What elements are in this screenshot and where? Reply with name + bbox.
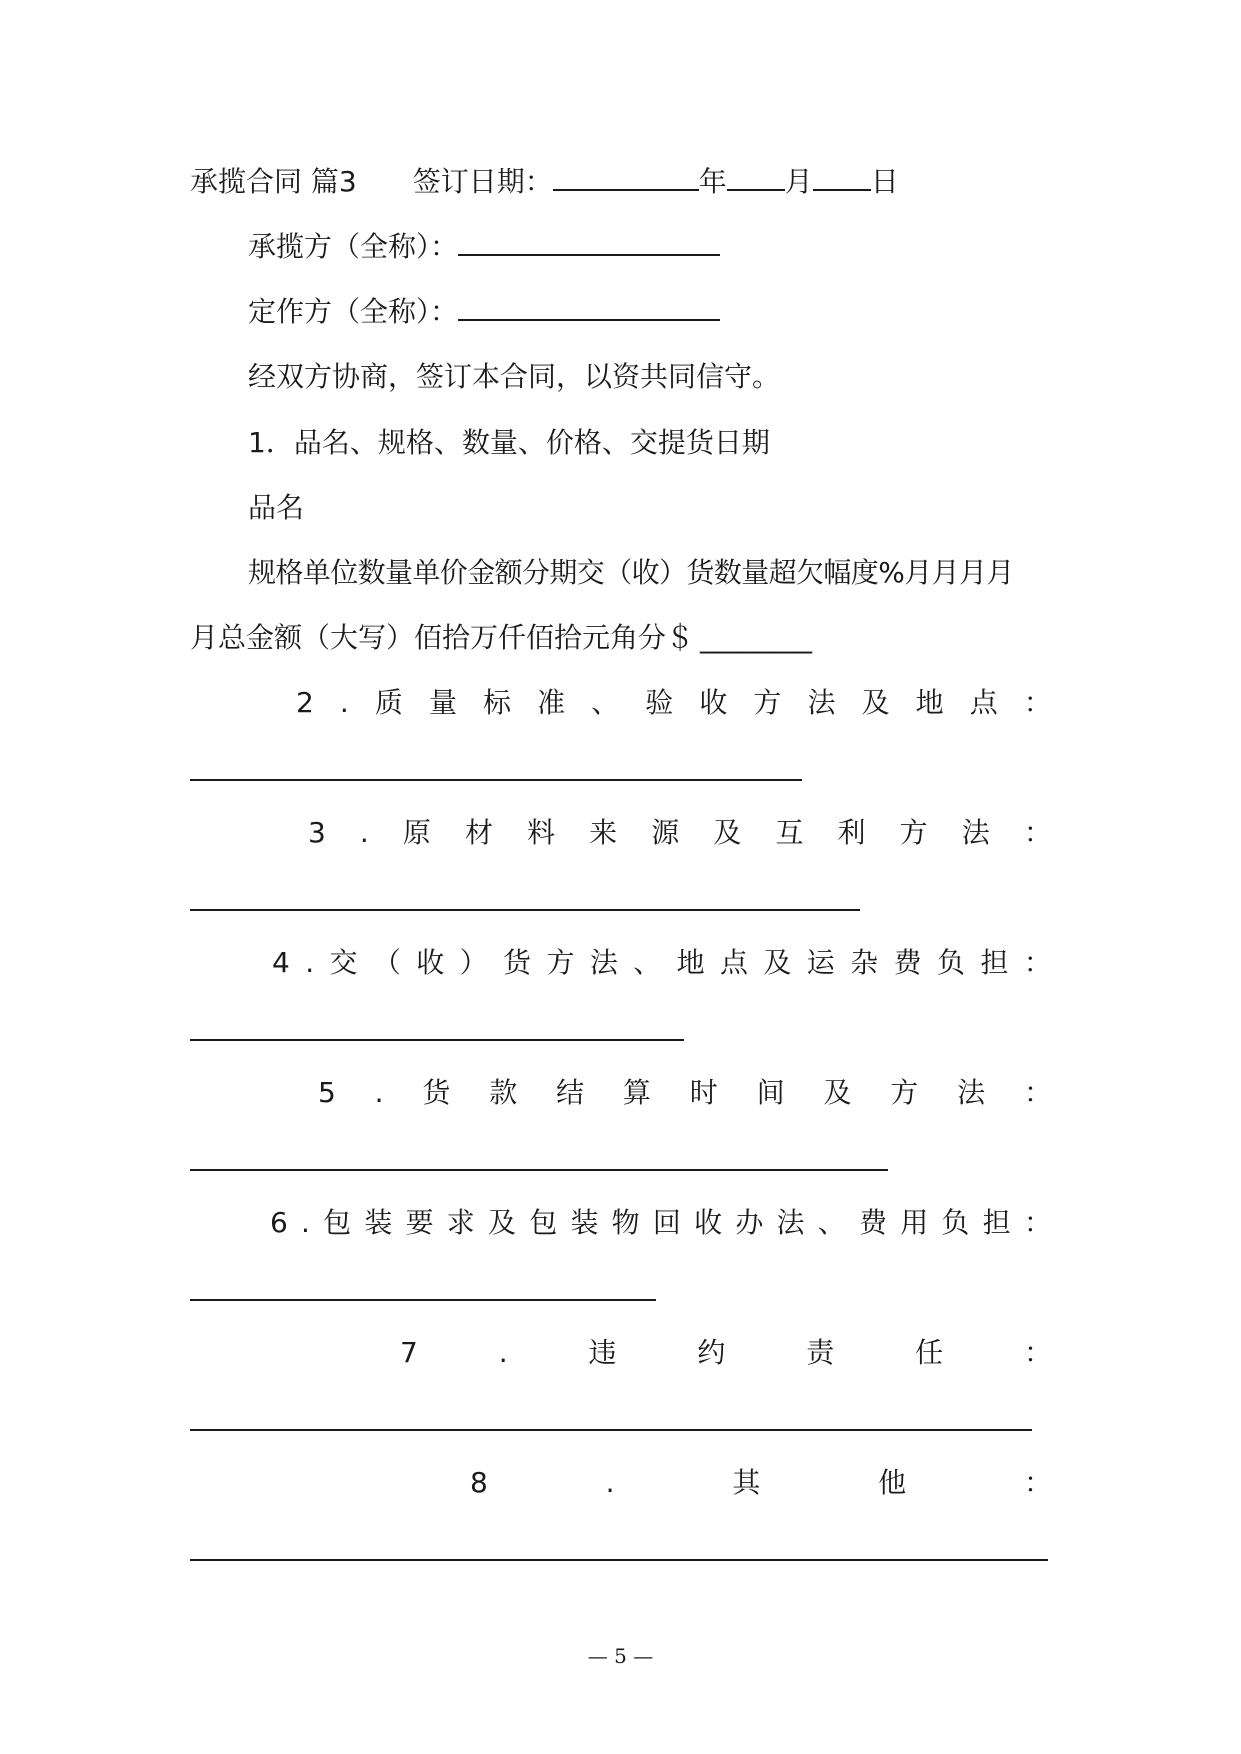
clause-8-dot: . (605, 1466, 615, 1499)
sign-year-blank[interactable] (553, 163, 699, 191)
clause-4-char: 收 (416, 946, 445, 979)
contractor-label: 承揽方（全称）： (248, 230, 459, 263)
clause-4-char: 点 (720, 946, 749, 979)
contractor-line (248, 227, 720, 267)
clause-2-number: 2 (296, 686, 314, 719)
clause-2-heading (190, 683, 1052, 723)
clause-5-char: 货 (422, 1076, 451, 1109)
clause-7-char: 责 (806, 1336, 835, 1369)
clause-4-char: （ (372, 946, 401, 979)
item1-heading: 1．品名、规格、数量、价格、交提货日期 (248, 426, 770, 459)
clause-7-number: 7 (400, 1336, 418, 1369)
clause-6-char: 物 (611, 1206, 640, 1239)
clause-5-char: 时 (689, 1076, 718, 1109)
clause-2-char: 准 (537, 686, 566, 719)
document-title: 承揽合同 篇3 (190, 165, 357, 198)
clause-6-char: 费 (858, 1206, 887, 1239)
clause-4-char: 方 (546, 946, 575, 979)
orderer-label: 定作方（全称）： (248, 295, 459, 328)
clause-3-char: 料 (527, 816, 556, 849)
day-label: 日 (870, 165, 899, 198)
clause-2-char: 、 (591, 686, 620, 719)
clause-6-char: 包 (323, 1206, 352, 1239)
clause-4-char: 担 (980, 946, 1009, 979)
clause-3-blank[interactable] (190, 909, 860, 911)
clause-5-char: 法 (957, 1076, 986, 1109)
clause-4-char: 交 (329, 946, 358, 979)
clause-2-colon: ： (1023, 686, 1052, 719)
clause-4-char: 杂 (850, 946, 879, 979)
clause-3-char: 互 (775, 816, 804, 849)
sign-day-blank[interactable] (813, 163, 871, 191)
clause-5-char: 款 (489, 1076, 518, 1109)
sign-month-blank[interactable] (727, 163, 785, 191)
clause-7-blank[interactable] (190, 1429, 1032, 1431)
item1-product-name: 品名 (248, 491, 305, 524)
item1-columns-line: 规格单位数量单价金额分期交（收）货数量超欠幅度%月月月月 (248, 556, 1014, 589)
clause-3-char: 源 (651, 816, 680, 849)
clause-7-char: 违 (588, 1336, 617, 1369)
clause-5-char: 方 (890, 1076, 919, 1109)
clause-2-char: 验 (645, 686, 674, 719)
clause-6-char: 用 (900, 1206, 929, 1239)
clause-3-char: 来 (589, 816, 618, 849)
clause-2-char: 法 (807, 686, 836, 719)
clause-6-char: 装 (364, 1206, 393, 1239)
clause-3-heading (190, 813, 1052, 853)
clause-3-char: 利 (837, 816, 866, 849)
clause-6-char: 法 (776, 1206, 805, 1239)
clause-3-char: 材 (464, 816, 493, 849)
clause-5-dot: . (374, 1076, 384, 1109)
clause-6-char: 担 (982, 1206, 1011, 1239)
page-number: — 5 — (587, 1644, 654, 1668)
clause-6-char: 及 (488, 1206, 517, 1239)
clause-3-dot: . (359, 816, 369, 849)
clause-6-char: 装 (570, 1206, 599, 1239)
clause-6-char: 包 (529, 1206, 558, 1239)
clause-4-dot: . (305, 946, 315, 979)
clause-8-colon: ： (1023, 1466, 1052, 1499)
clause-7-colon: ： (1023, 1336, 1052, 1369)
clause-7-dot: . (498, 1336, 508, 1369)
clause-6-char: 负 (941, 1206, 970, 1239)
clause-4-char: 、 (633, 946, 662, 979)
clause-6-char: 回 (652, 1206, 681, 1239)
clause-8-char: 其 (732, 1466, 761, 1499)
clause-3-number: 3 (308, 816, 326, 849)
year-label: 年 (698, 165, 727, 198)
clause-5-char: 算 (622, 1076, 651, 1109)
clause-5-number: 5 (318, 1076, 336, 1109)
clause-7-heading (190, 1333, 1052, 1373)
clause-4-blank[interactable] (190, 1039, 684, 1041)
clause-6-number: 6 (270, 1206, 288, 1239)
clause-8-char: 他 (878, 1466, 907, 1499)
clause-4-char: 负 (936, 946, 965, 979)
header-line (190, 162, 899, 202)
item1-total-line (190, 618, 812, 658)
clause-2-char: 方 (753, 686, 782, 719)
clause-3-char: 法 (961, 816, 990, 849)
clause-3-char: 方 (899, 816, 928, 849)
clause-2-char: 地 (915, 686, 944, 719)
clause-4-char: 法 (589, 946, 618, 979)
clause-6-char: 办 (735, 1206, 764, 1239)
clause-4-colon: ： (1023, 946, 1052, 979)
orderer-line (248, 292, 720, 332)
clause-5-colon: ： (1023, 1076, 1052, 1109)
clause-4-char: 地 (676, 946, 705, 979)
clause-5-char: 及 (823, 1076, 852, 1109)
orderer-name-blank[interactable] (458, 293, 720, 321)
month-label: 月 (784, 165, 813, 198)
clause-4-char: 费 (893, 946, 922, 979)
clause-6-char: 、 (817, 1206, 846, 1239)
clause-6-char: 要 (405, 1206, 434, 1239)
clause-2-char: 质 (374, 686, 403, 719)
clause-8-number: 8 (470, 1466, 488, 1499)
clause-6-char: 求 (446, 1206, 475, 1239)
clause-7-char: 任 (915, 1336, 944, 1369)
clause-6-char: 收 (694, 1206, 723, 1239)
sign-date-label: 签订日期： (412, 165, 553, 198)
total-amount-blank[interactable]: ________ (700, 621, 813, 654)
clause-5-char: 间 (756, 1076, 785, 1109)
clause-2-char: 收 (699, 686, 728, 719)
clause-5-heading (190, 1073, 1052, 1113)
intro-paragraph: 经双方协商，签订本合同，以资共同信守。 (248, 360, 781, 393)
clause-6-colon: ： (1023, 1206, 1052, 1239)
clause-4-char: 运 (806, 946, 835, 979)
clause-2-char: 量 (428, 686, 457, 719)
contractor-name-blank[interactable] (458, 228, 720, 256)
clause-6-blank[interactable] (190, 1299, 656, 1301)
clause-7-char: 约 (697, 1336, 726, 1369)
clause-4-heading (190, 943, 1052, 983)
clause-4-char: ） (459, 946, 488, 979)
clause-4-char: 及 (763, 946, 792, 979)
clause-2-dot: . (339, 686, 349, 719)
clause-2-blank[interactable] (190, 779, 802, 781)
clause-3-char: 原 (402, 816, 431, 849)
clause-5-char: 结 (556, 1076, 585, 1109)
clause-6-heading (190, 1203, 1052, 1243)
item1-total-label: 月总金额（大写）佰拾万仟佰拾元角分＄ (190, 621, 695, 654)
clause-2-char: 标 (483, 686, 512, 719)
clause-8-heading (190, 1463, 1052, 1503)
clause-8-blank[interactable] (190, 1559, 1048, 1561)
clause-6-dot: . (301, 1206, 310, 1239)
clause-5-blank[interactable] (190, 1169, 888, 1171)
clause-3-char: 及 (713, 816, 742, 849)
clause-3-colon: ： (1023, 816, 1052, 849)
clause-2-char: 点 (969, 686, 998, 719)
clause-4-char: 货 (503, 946, 532, 979)
clause-2-char: 及 (861, 686, 890, 719)
clause-4-number: 4 (272, 946, 290, 979)
